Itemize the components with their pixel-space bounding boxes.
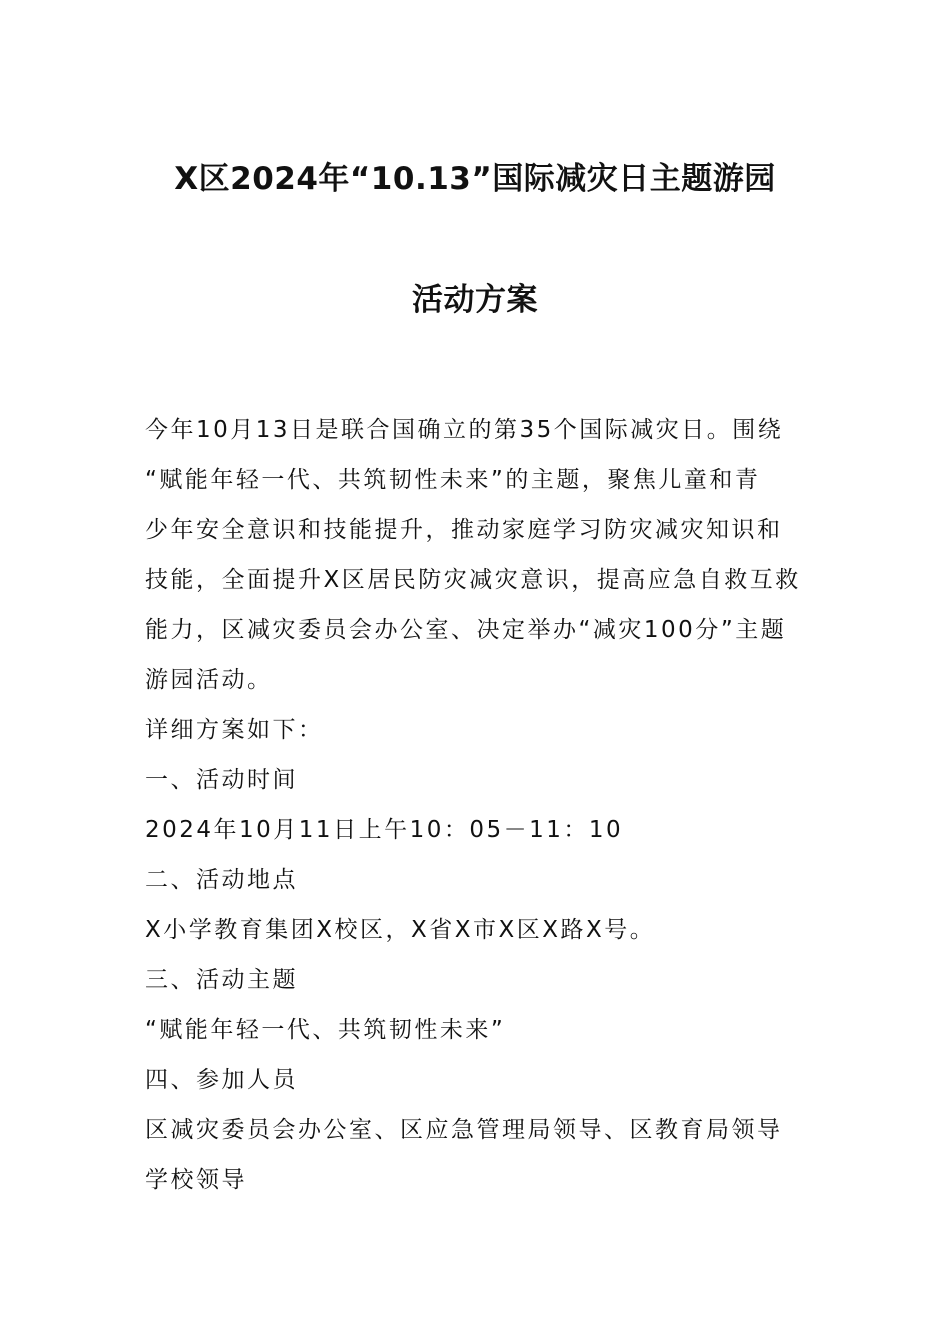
section-content-participants: 学校领导 xyxy=(145,1167,247,1193)
intro-line: 今年10月13日是联合国确立的第35个国际减灾日。围绕 xyxy=(145,417,784,443)
document-title-line-1: X区2024年“10.13”国际减灾日主题游园 xyxy=(174,161,776,197)
intro-line: 游园活动。 xyxy=(145,667,273,693)
section-heading-location: 二、活动地点 xyxy=(145,867,298,893)
document-body xyxy=(145,405,810,1205)
document-title-line-2: 活动方案 xyxy=(412,282,538,318)
plan-intro: 详细方案如下： xyxy=(145,717,324,743)
section-heading-theme: 三、活动主题 xyxy=(145,967,298,993)
section-content-time: 2024年10月11日上午10：05－11：10 xyxy=(145,817,624,843)
intro-line: “赋能年轻一代、共筑韧性未来”的主题，聚焦儿童和青 xyxy=(145,467,761,493)
section-heading-participants: 四、参加人员 xyxy=(145,1067,298,1093)
section-content-participants: 区减灾委员会办公室、区应急管理局领导、区教育局领导 xyxy=(145,1117,783,1143)
section-heading-time: 一、活动时间 xyxy=(145,767,298,793)
intro-line: 少年安全意识和技能提升，推动家庭学习防灾减灾知识和 xyxy=(145,517,783,543)
intro-line: 技能，全面提升X区居民防灾减灾意识，提高应急自救互救 xyxy=(145,567,801,593)
intro-line: 能力，区减灾委员会办公室、决定举办“减灾100分”主题 xyxy=(145,617,787,643)
section-content-theme: “赋能年轻一代、共筑韧性未来” xyxy=(145,1017,506,1043)
section-content-location: X小学教育集团X校区，X省X市X区X路X号。 xyxy=(145,917,656,943)
